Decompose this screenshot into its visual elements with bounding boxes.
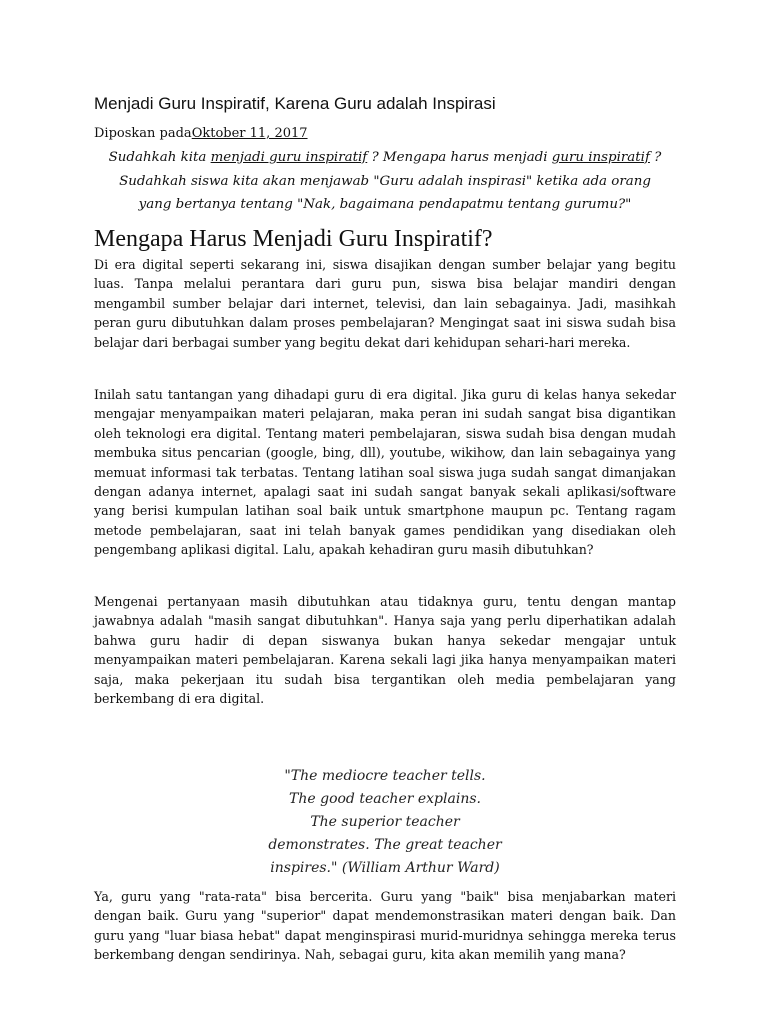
article-title: Menjadi Guru Inspiratif, Karena Guru adalah Inspirasi bbox=[94, 94, 496, 113]
intro-text: ? bbox=[649, 150, 662, 165]
link-guru-inspiratif[interactable]: guru inspiratif bbox=[551, 150, 650, 165]
quote-line: "The mediocre teacher tells. bbox=[284, 768, 486, 784]
posted-on-label: Diposkan pada bbox=[94, 126, 192, 141]
quote-line: inspires." (William Arthur Ward) bbox=[270, 860, 500, 876]
quote-line: The good teacher explains. bbox=[289, 791, 481, 807]
post-meta bbox=[94, 126, 308, 141]
intro-line-2: Sudahkah siswa kita akan menjawab "Guru adalah inspirasi" ketika ada orang bbox=[119, 174, 651, 189]
post-date-link[interactable]: Oktober 11, 2017 bbox=[191, 126, 308, 141]
section-heading: Mengapa Harus Menjadi Guru Inspiratif? bbox=[94, 226, 493, 252]
paragraph-4: Ya, guru yang "rata-rata" bisa bercerita. Guru yang "baik" bisa menjabarkan materi dengan baik. Guru yang "superior" dapat mendemonstrasikan materi dengan baik. Dan guru yang "luar biasa hebat" dapat menginspirasi murid-muridnya sehingga mereka terus berkembang dengan sendirinya. Nah, sebagai guru, kita akan memilih yang mana? bbox=[94, 889, 676, 963]
intro-text: Sudahkah kita bbox=[108, 150, 211, 165]
paragraph-3: Mengenai pertanyaan masih dibutuhkan atau tidaknya guru, tentu dengan mantap jawabnya adalah "masih sangat dibutuhkan". Hanya saja yang perlu diperhatikan adalah bahwa guru hadir di depan siswanya bukan hanya sekedar mengajar untuk menyampaikan materi pembelajaran. Karena sekali lagi jika hanya menyampaikan materi saja, maka pekerjaan itu sudah bisa tergantikan oleh media pembelajaran yang berkembang di era digital. bbox=[94, 594, 676, 707]
link-menjadi-guru-inspiratif[interactable]: menjadi guru inspiratif bbox=[210, 150, 368, 165]
quote-line: The superior teacher bbox=[310, 814, 460, 830]
quote-line: demonstrates. The great teacher bbox=[268, 837, 502, 853]
intro-line-1 bbox=[94, 150, 676, 165]
intro-line-3: yang bertanya tentang "Nak, bagaimana pendapatmu tentang gurumu?" bbox=[138, 197, 632, 212]
paragraph-2: Inilah satu tantangan yang dihadapi guru di era digital. Jika guru di kelas hanya sekedar mengajar menyampaikan materi pelajaran, maka peran ini sudah sangat bisa digantikan oleh teknologi era digital. Tentang materi pembelajaran, siswa sudah bisa dengan mudah membuka situs pencarian (google, bing, dll), youtube, wikihow, dan lain sebagainya yang memuat informasi tak terbatas. Tentang latihan soal siswa juga sudah sangat dimanjakan dengan adanya internet, apalagi saat ini sudah sangat banyak sekali aplikasi/software yang berisi kumpulan latihan soal baik untuk smartphone maupun pc. Tentang ragam metode pembelajaran, saat ini telah banyak games pendidikan yang disediakan oleh pengembang aplikasi digital. Lalu, apakah kehadiran guru masih dibutuhkan? bbox=[94, 387, 676, 558]
quote-block bbox=[94, 765, 676, 880]
intro-text: ? Mengapa harus menjadi bbox=[367, 150, 552, 165]
paragraph-1: Di era digital seperti sekarang ini, siswa disajikan dengan sumber belajar yang begitu luas. Tanpa melalui perantara dari guru pun, siswa bisa belajar mandiri dengan mengambil sumber belajar dari internet, televisi, dan lain sebagainya. Jadi, masihkah peran guru dibutuhkan dalam proses pembelajaran? Mengingat saat ini siswa sudah bisa belajar dari berbagai sumber yang begitu dekat dari kehidupan sehari-hari mereka. bbox=[94, 257, 676, 350]
